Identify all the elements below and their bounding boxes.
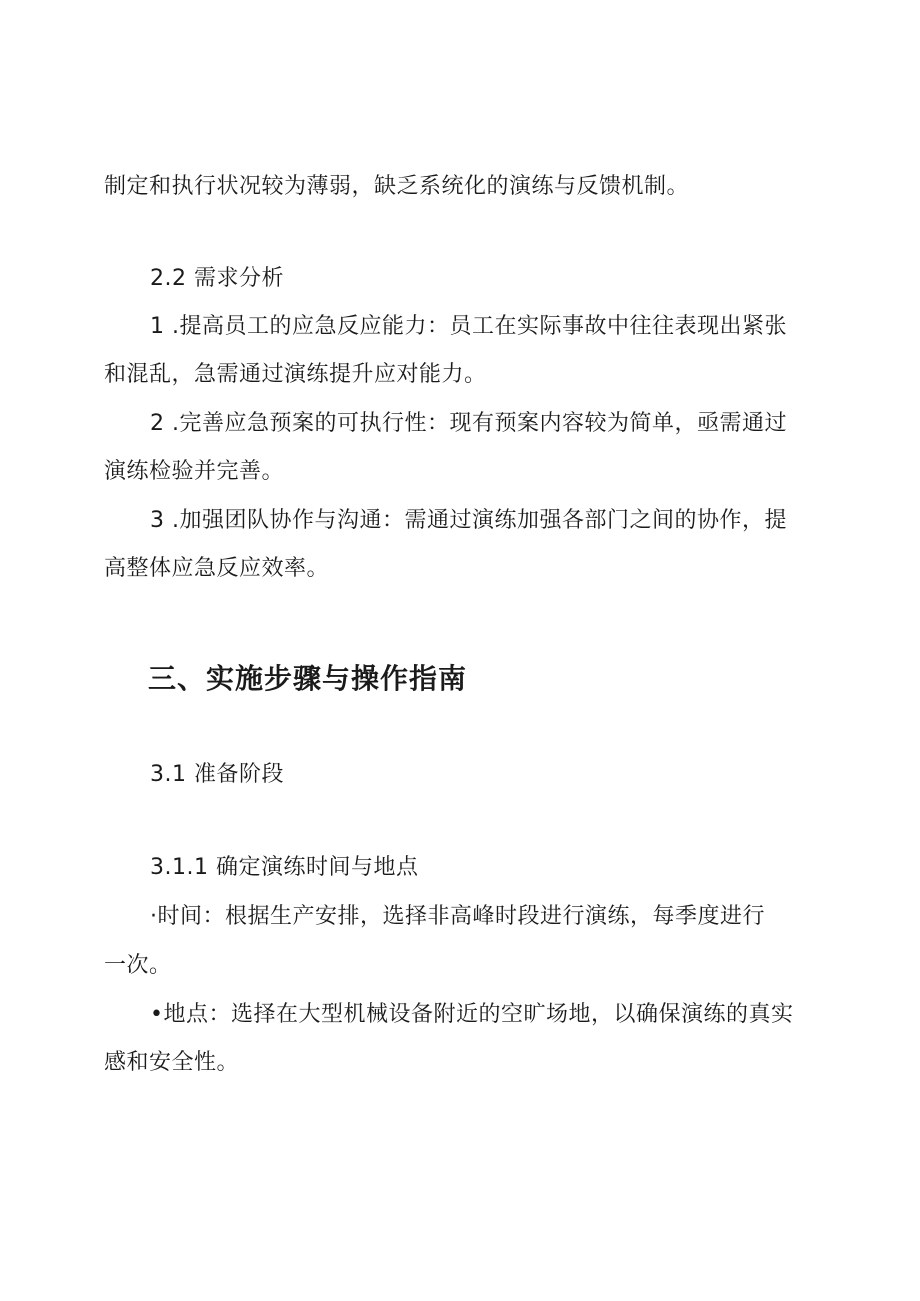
requirement-item-1-line-1: 1 .提高员工的应急反应能力：员工在实际事故中往往表现出紧张 bbox=[150, 314, 787, 339]
section-2-2-title: 2.2 需求分析 bbox=[150, 266, 284, 291]
requirement-item-3-line-1: 3 .加强团队协作与沟通：需通过演练加强各部门之间的协作，提 bbox=[150, 508, 787, 533]
chapter-3-title: 三、实施步骤与操作指南 bbox=[148, 662, 468, 695]
paragraph-continuation: 制定和执行状况较为薄弱，缺乏系统化的演练与反馈机制。 bbox=[104, 174, 690, 199]
requirement-item-2-line-2: 演练检验并完善。 bbox=[104, 459, 285, 484]
section-3-1-title: 3.1 准备阶段 bbox=[150, 762, 284, 787]
bullet-location-line-2: 感和安全性。 bbox=[104, 1050, 240, 1075]
requirement-item-3-line-2: 高整体应急反应效率。 bbox=[104, 556, 330, 581]
requirement-item-2-line-1: 2 .完善应急预案的可执行性：现有预案内容较为简单，亟需通过 bbox=[150, 411, 787, 436]
bullet-location-line-1: •地点：选择在大型机械设备附近的空旷场地，以确保演练的真实 bbox=[150, 1002, 794, 1027]
section-3-1-1-title: 3.1.1 确定演练时间与地点 bbox=[150, 855, 419, 880]
requirement-item-1-line-2: 和混乱，急需通过演练提升应对能力。 bbox=[104, 362, 487, 387]
bullet-time-line-1: ·时间：根据生产安排，选择非高峰时段进行演练，每季度进行 bbox=[150, 904, 765, 929]
bullet-time-line-2: 一次。 bbox=[104, 953, 172, 978]
